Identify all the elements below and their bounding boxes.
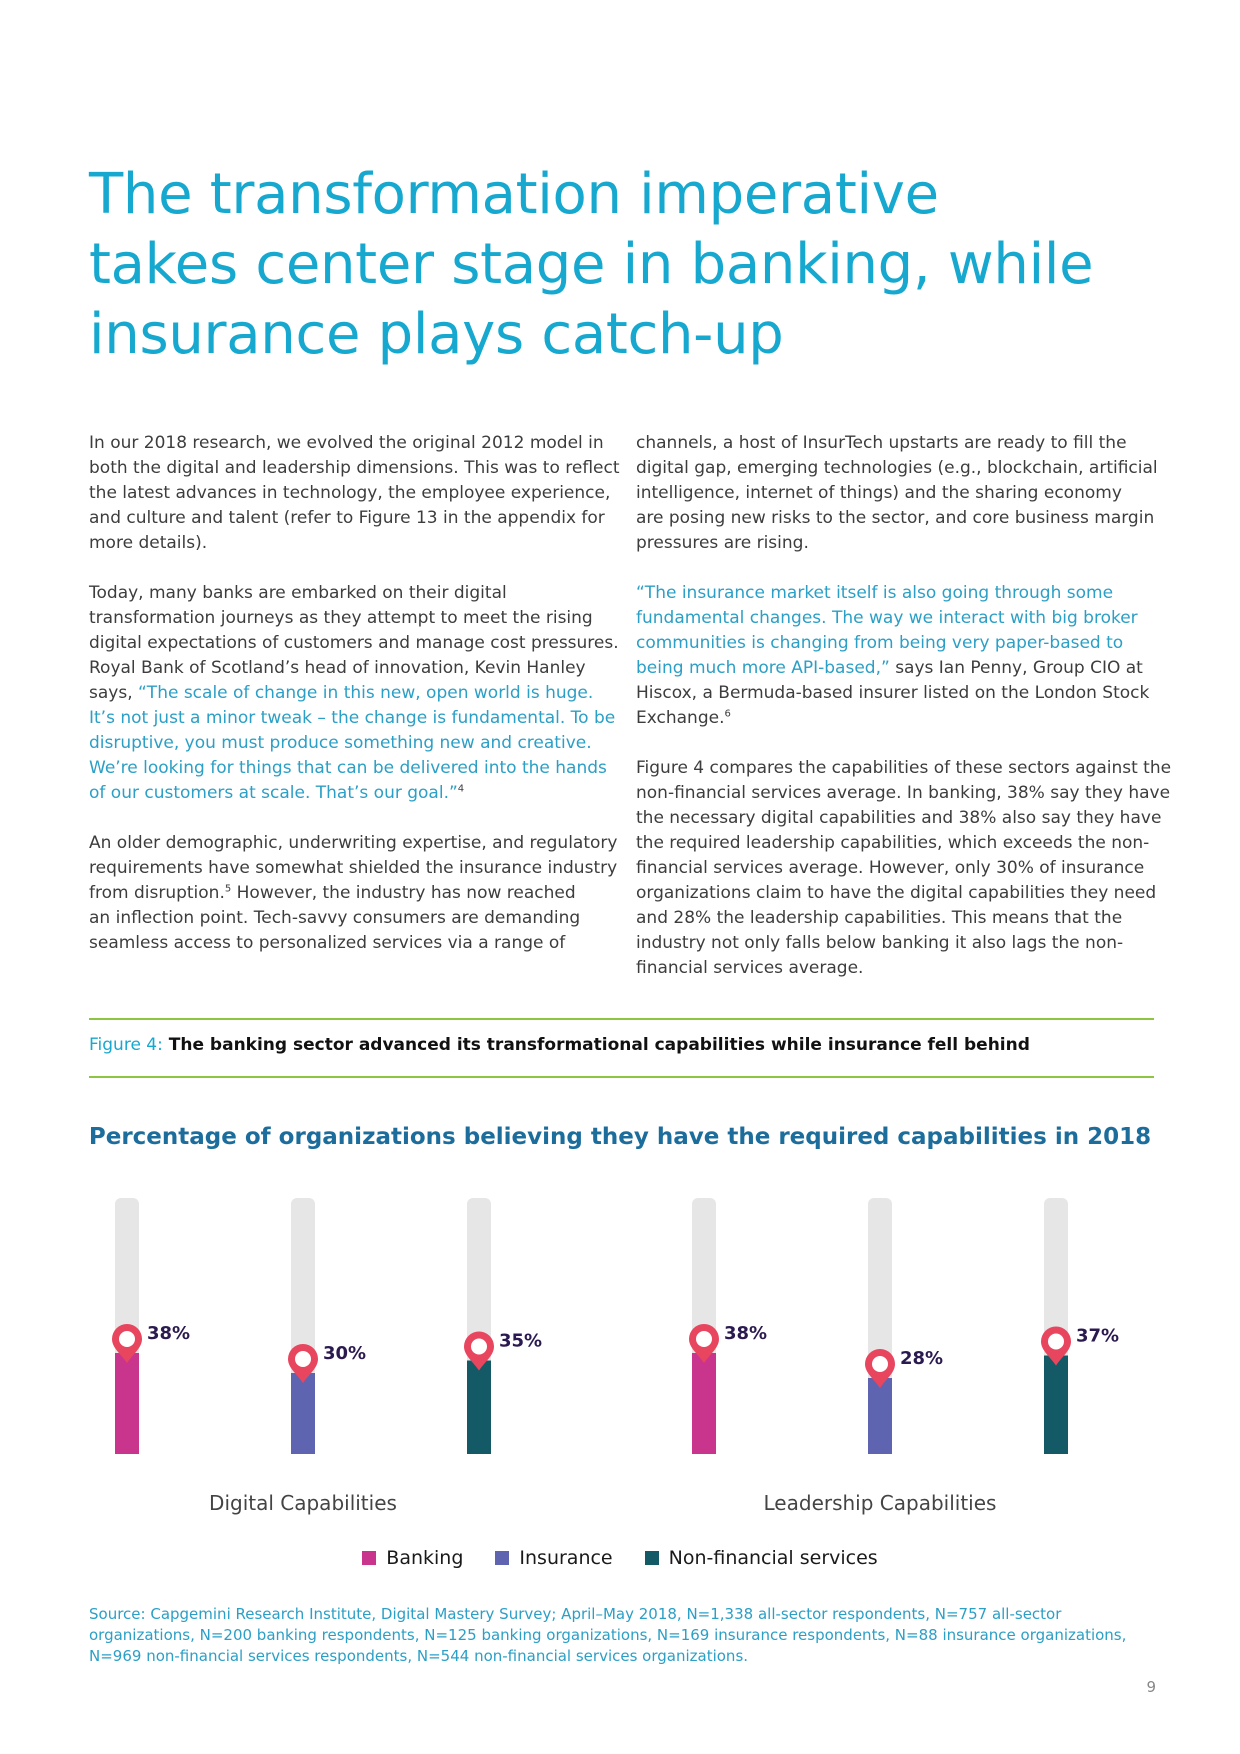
text-line xyxy=(89,881,609,906)
bar-insurance xyxy=(291,1373,315,1454)
bar-banking xyxy=(692,1353,716,1454)
text-line: the necessary digital capabilities and 38% also say they have xyxy=(636,808,1162,828)
text-line xyxy=(89,681,609,706)
value-label: 38% xyxy=(724,1323,768,1344)
figure-top-rule xyxy=(89,1018,1154,1020)
pin-marker-hole xyxy=(119,1331,135,1347)
text-line: an inflection point. Tech-savvy consumers are demanding xyxy=(89,908,581,928)
legend-swatch xyxy=(495,1551,509,1565)
bar-banking xyxy=(115,1353,139,1454)
text-line: and culture and talent (refer to Figure 13 in the appendix for xyxy=(89,508,605,528)
legend-label: Insurance xyxy=(519,1547,613,1569)
quote-line: We’re looking for things that can be delivered into the hands xyxy=(89,758,607,778)
text-fragment: However, the industry has now reached xyxy=(231,883,576,903)
value-label: 35% xyxy=(499,1330,543,1352)
text-line xyxy=(636,656,1156,681)
pin-marker-hole xyxy=(696,1331,712,1347)
quote-line: It’s not just a minor tweak – the change is fundamental. To be xyxy=(89,708,616,728)
quote-line: communities is changing from being very paper-based to xyxy=(636,633,1124,653)
text-line xyxy=(89,781,609,806)
text-line: and 28% the leadership capabilities. This means that the xyxy=(636,908,1123,928)
category-label: Leadership Capabilities xyxy=(763,1491,997,1515)
text-line: Royal Bank of Scotland’s head of innovation, Kevin Hanley xyxy=(89,658,586,678)
text-line xyxy=(636,706,1156,731)
value-label: 30% xyxy=(323,1343,367,1364)
source-line: organizations, N=200 banking respondents, N=125 banking organizations, N=169 insurance respondents, N=88 insurance organizations, xyxy=(89,1626,1127,1644)
title-line-2: takes center stage in banking, while xyxy=(89,232,1094,297)
title-line-1: The transformation imperative xyxy=(89,162,939,227)
value-label: 28% xyxy=(900,1348,944,1369)
right-paragraph-2 xyxy=(636,581,1156,731)
right-paragraph-1 xyxy=(636,431,1156,556)
pin-marker-hole xyxy=(1048,1334,1064,1350)
footnote-ref: 4 xyxy=(457,783,465,795)
legend-swatch xyxy=(362,1551,376,1565)
figure-caption-text: The banking sector advanced its transformational capabilities while insurance fell behind xyxy=(162,1035,1030,1055)
text-line: requirements have somewhat shielded the insurance industry xyxy=(89,858,618,878)
left-paragraph-3 xyxy=(89,831,618,956)
category-label: Digital Capabilities xyxy=(209,1491,397,1515)
legend-item-non-financial xyxy=(645,1547,878,1569)
text-line: Hiscox, a Bermuda-based insurer listed on the London Stock xyxy=(636,683,1150,703)
text-fragment: from disruption. xyxy=(89,883,225,903)
text-line: non-financial services average. In banking, 38% say they have xyxy=(636,783,1171,803)
left-paragraph-2 xyxy=(89,581,619,806)
says-text: says, xyxy=(89,683,138,703)
text-line: the required leadership capabilities, which exceeds the non- xyxy=(636,833,1150,853)
pin-marker-hole xyxy=(471,1339,487,1355)
text-line: seamless access to personalized services via a range of xyxy=(89,933,566,953)
text-line: industry not only falls below banking it also lags the non- xyxy=(636,933,1124,953)
bar-non-financial-services xyxy=(1044,1356,1068,1455)
footnote-ref: 5 xyxy=(224,883,232,895)
text-line: organizations claim to have the digital capabilities they need xyxy=(636,883,1157,903)
text-line: Figure 4 compares the capabilities of these sectors against the xyxy=(636,758,1172,778)
title-line-3: insurance plays catch-up xyxy=(89,302,784,367)
value-label: 38% xyxy=(147,1323,191,1344)
text-line: pressures are rising. xyxy=(636,533,809,553)
text-fragment: says Ian Penny, Group CIO at xyxy=(889,658,1143,678)
legend-item-insurance xyxy=(495,1547,612,1569)
left-paragraph-1 xyxy=(89,431,620,556)
text-line: are posing new risks to the sector, and core business margin xyxy=(636,508,1155,528)
text-line: transformation journeys as they attempt to meet the rising xyxy=(89,608,593,628)
figure-bottom-rule xyxy=(89,1076,1154,1078)
source-note xyxy=(89,1604,1149,1667)
legend-label: Non-financial services xyxy=(668,1547,878,1569)
text-line: channels, a host of InsurTech upstarts are ready to fill the xyxy=(636,433,1127,453)
legend-item-banking xyxy=(362,1547,463,1569)
text-line: Today, many banks are embarked on their digital xyxy=(89,583,507,603)
text-line: the latest advances in technology, the employee experience, xyxy=(89,483,611,503)
quote-text: of our customers at scale. That’s our goal.” xyxy=(89,783,458,803)
right-paragraph-3 xyxy=(636,756,1172,981)
pin-marker-hole xyxy=(872,1356,888,1372)
quote-text: “The scale of change in this new, open world is huge. xyxy=(138,683,594,703)
text-line: In our 2018 research, we evolved the original 2012 model in xyxy=(89,433,604,453)
quote-line: fundamental changes. The way we interact with big broker xyxy=(636,608,1138,628)
quote-text: being much more API-based,” xyxy=(636,658,890,678)
text-line: digital gap, emerging technologies (e.g., blockchain, artificial xyxy=(636,458,1158,478)
text-line: digital expectations of customers and manage cost pressures. xyxy=(89,633,619,653)
left-text-column xyxy=(89,431,620,981)
value-label: 37% xyxy=(1076,1325,1120,1347)
pin-marker-hole xyxy=(295,1351,311,1367)
quote-line: disruptive, you must produce something new and creative. xyxy=(89,733,592,753)
figure-caption xyxy=(89,1034,1030,1056)
bar-chart xyxy=(0,1180,1240,1520)
text-line: financial services average. However, only 30% of insurance xyxy=(636,858,1145,878)
bar-non-financial-services xyxy=(467,1361,491,1455)
footnote-ref: 6 xyxy=(724,708,731,720)
text-line: more details). xyxy=(89,533,208,553)
figure-label: Figure 4: xyxy=(89,1035,163,1055)
page-title xyxy=(89,160,1109,370)
legend-swatch xyxy=(645,1551,659,1565)
text-line: intelligence, internet of things) and the sharing economy xyxy=(636,483,1122,503)
legend-label: Banking xyxy=(386,1547,464,1569)
text-line: both the digital and leadership dimensions. This was to reflect xyxy=(89,458,620,478)
source-line: N=969 non-financial services respondents, N=544 non-financial services organizations. xyxy=(89,1647,749,1665)
text-fragment: Exchange. xyxy=(636,708,725,728)
chart-legend xyxy=(0,1547,1240,1569)
source-line: Source: Capgemini Research Institute, Digital Mastery Survey; April–May 2018, N=1,338 all-sector respondents, N=757 all-sector xyxy=(89,1605,1062,1623)
text-line: financial services average. xyxy=(636,958,864,978)
page-number: 9 xyxy=(1146,1678,1156,1696)
chart-title: Percentage of organizations believing they have the required capabilities in 2018 xyxy=(88,1124,1152,1150)
text-line: An older demographic, underwriting expertise, and regulatory xyxy=(89,833,618,853)
bar-insurance xyxy=(868,1378,892,1454)
right-text-column xyxy=(636,431,1172,1006)
quote-line: “The insurance market itself is also going through some xyxy=(636,583,1114,603)
